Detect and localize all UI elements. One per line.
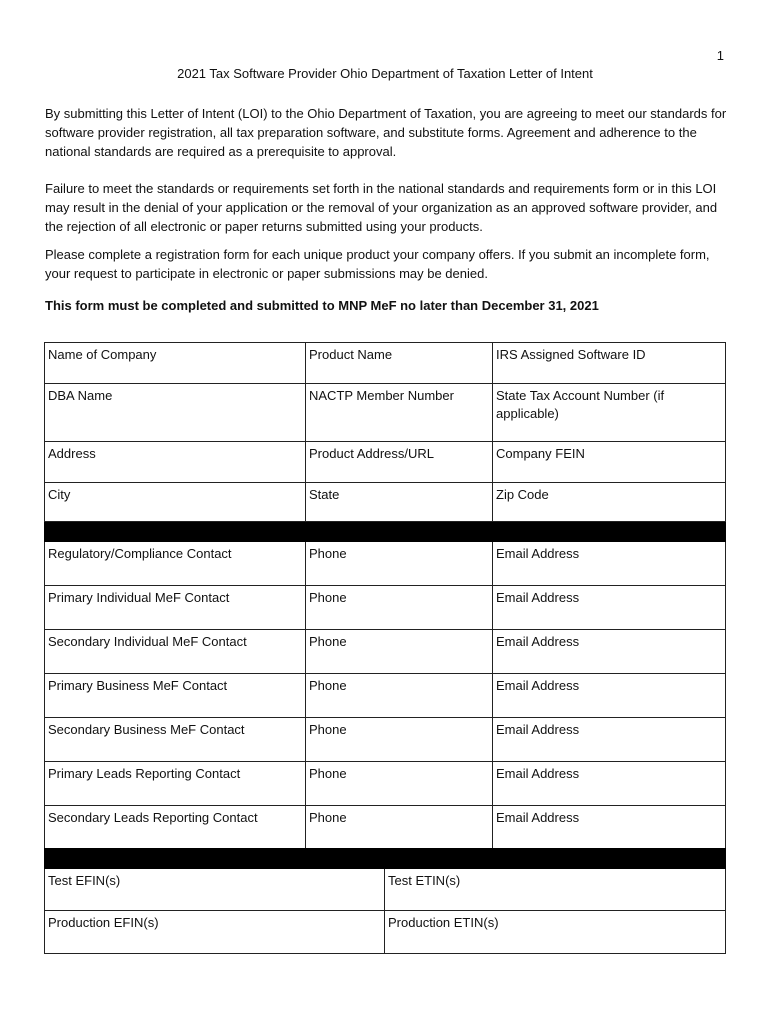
table-row: [45, 806, 726, 850]
page-number: 1: [716, 48, 724, 63]
table-row: [45, 542, 726, 586]
email-address-field[interactable]: Email Address: [493, 586, 726, 630]
instruction-paragraph: Please complete a registration form for each unique product your company offers. If you submit an incomplete form, your request to participate in electronic or paper submissions may be denied.: [45, 247, 710, 281]
section-divider-bar: [45, 522, 726, 542]
table-row: [45, 762, 726, 806]
nactp-member-number-field[interactable]: NACTP Member Number: [306, 384, 493, 442]
phone-field[interactable]: Phone: [306, 762, 493, 806]
company-fein-field[interactable]: Company FEIN: [493, 442, 726, 483]
phone-field[interactable]: Phone: [306, 674, 493, 718]
phone-field[interactable]: Phone: [306, 630, 493, 674]
efin-table-body: [45, 849, 726, 954]
email-address-field[interactable]: Email Address: [493, 806, 726, 850]
efin-divider-bar-fill: [45, 849, 726, 869]
state-tax-account-number-if-applicable-field[interactable]: State Tax Account Number (if applicable): [493, 384, 726, 442]
table-row: [45, 674, 726, 718]
failure-paragraph: Failure to meet the standards or requirements set forth in the national standards and requirements form or in this LOI may result in the denial of your application or the removal of your organization as an approved software provider, and the rejection of all electronic or paper returns submitted using your products.: [45, 181, 718, 234]
registration-table: [44, 342, 726, 850]
production-efin-s-field[interactable]: Production EFIN(s): [45, 911, 385, 954]
registration-table-body: [45, 343, 726, 850]
primary-individual-mef-contact-field[interactable]: Primary Individual MeF Contact: [45, 586, 306, 630]
zip-code-field[interactable]: Zip Code: [493, 483, 726, 522]
email-address-field[interactable]: Email Address: [493, 762, 726, 806]
primary-business-mef-contact-field[interactable]: Primary Business MeF Contact: [45, 674, 306, 718]
product-address-url-field[interactable]: Product Address/URL: [306, 442, 493, 483]
section-divider-bar-fill: [45, 522, 726, 542]
email-address-field[interactable]: Email Address: [493, 718, 726, 762]
name-of-company-field[interactable]: Name of Company: [45, 343, 306, 384]
table-row: [45, 630, 726, 674]
secondary-business-mef-contact-field[interactable]: Secondary Business MeF Contact: [45, 718, 306, 762]
regulatory-compliance-contact-field[interactable]: Regulatory/Compliance Contact: [45, 542, 306, 586]
table-row: [45, 343, 726, 384]
table-row: [45, 869, 726, 911]
table-row: [45, 384, 726, 442]
city-field[interactable]: City: [45, 483, 306, 522]
irs-assigned-software-id-field[interactable]: IRS Assigned Software ID: [493, 343, 726, 384]
product-name-field[interactable]: Product Name: [306, 343, 493, 384]
production-etin-s-field[interactable]: Production ETIN(s): [385, 911, 726, 954]
email-address-field[interactable]: Email Address: [493, 630, 726, 674]
phone-field[interactable]: Phone: [306, 586, 493, 630]
table-row: [45, 718, 726, 762]
efin-table: [44, 848, 726, 954]
email-address-field[interactable]: Email Address: [493, 542, 726, 586]
table-row: [45, 586, 726, 630]
efin-divider-bar: [45, 849, 726, 869]
secondary-individual-mef-contact-field[interactable]: Secondary Individual MeF Contact: [45, 630, 306, 674]
address-field[interactable]: Address: [45, 442, 306, 483]
phone-field[interactable]: Phone: [306, 718, 493, 762]
primary-leads-reporting-contact-field[interactable]: Primary Leads Reporting Contact: [45, 762, 306, 806]
table-row: [45, 483, 726, 522]
form-title: 2021 Tax Software Provider Ohio Department of Taxation Letter of Intent: [177, 66, 593, 81]
test-efin-s-field[interactable]: Test EFIN(s): [45, 869, 385, 911]
state-field[interactable]: State: [306, 483, 493, 522]
deadline-notice: This form must be completed and submitted to MNP MeF no later than December 31, 2021: [45, 298, 599, 313]
table-row: [45, 911, 726, 954]
email-address-field[interactable]: Email Address: [493, 674, 726, 718]
intro-paragraph: By submitting this Letter of Intent (LOI) to the Ohio Department of Taxation, you are agreeing to meet our standards for software provider registration, all tax preparation software, and substitute forms. Agreement and adherence to the national standards are required as a prerequisite to approval.: [45, 106, 727, 159]
phone-field[interactable]: Phone: [306, 806, 493, 850]
dba-name-field[interactable]: DBA Name: [45, 384, 306, 442]
test-etin-s-field[interactable]: Test ETIN(s): [385, 869, 726, 911]
phone-field[interactable]: Phone: [306, 542, 493, 586]
table-row: [45, 442, 726, 483]
secondary-leads-reporting-contact-field[interactable]: Secondary Leads Reporting Contact: [45, 806, 306, 850]
